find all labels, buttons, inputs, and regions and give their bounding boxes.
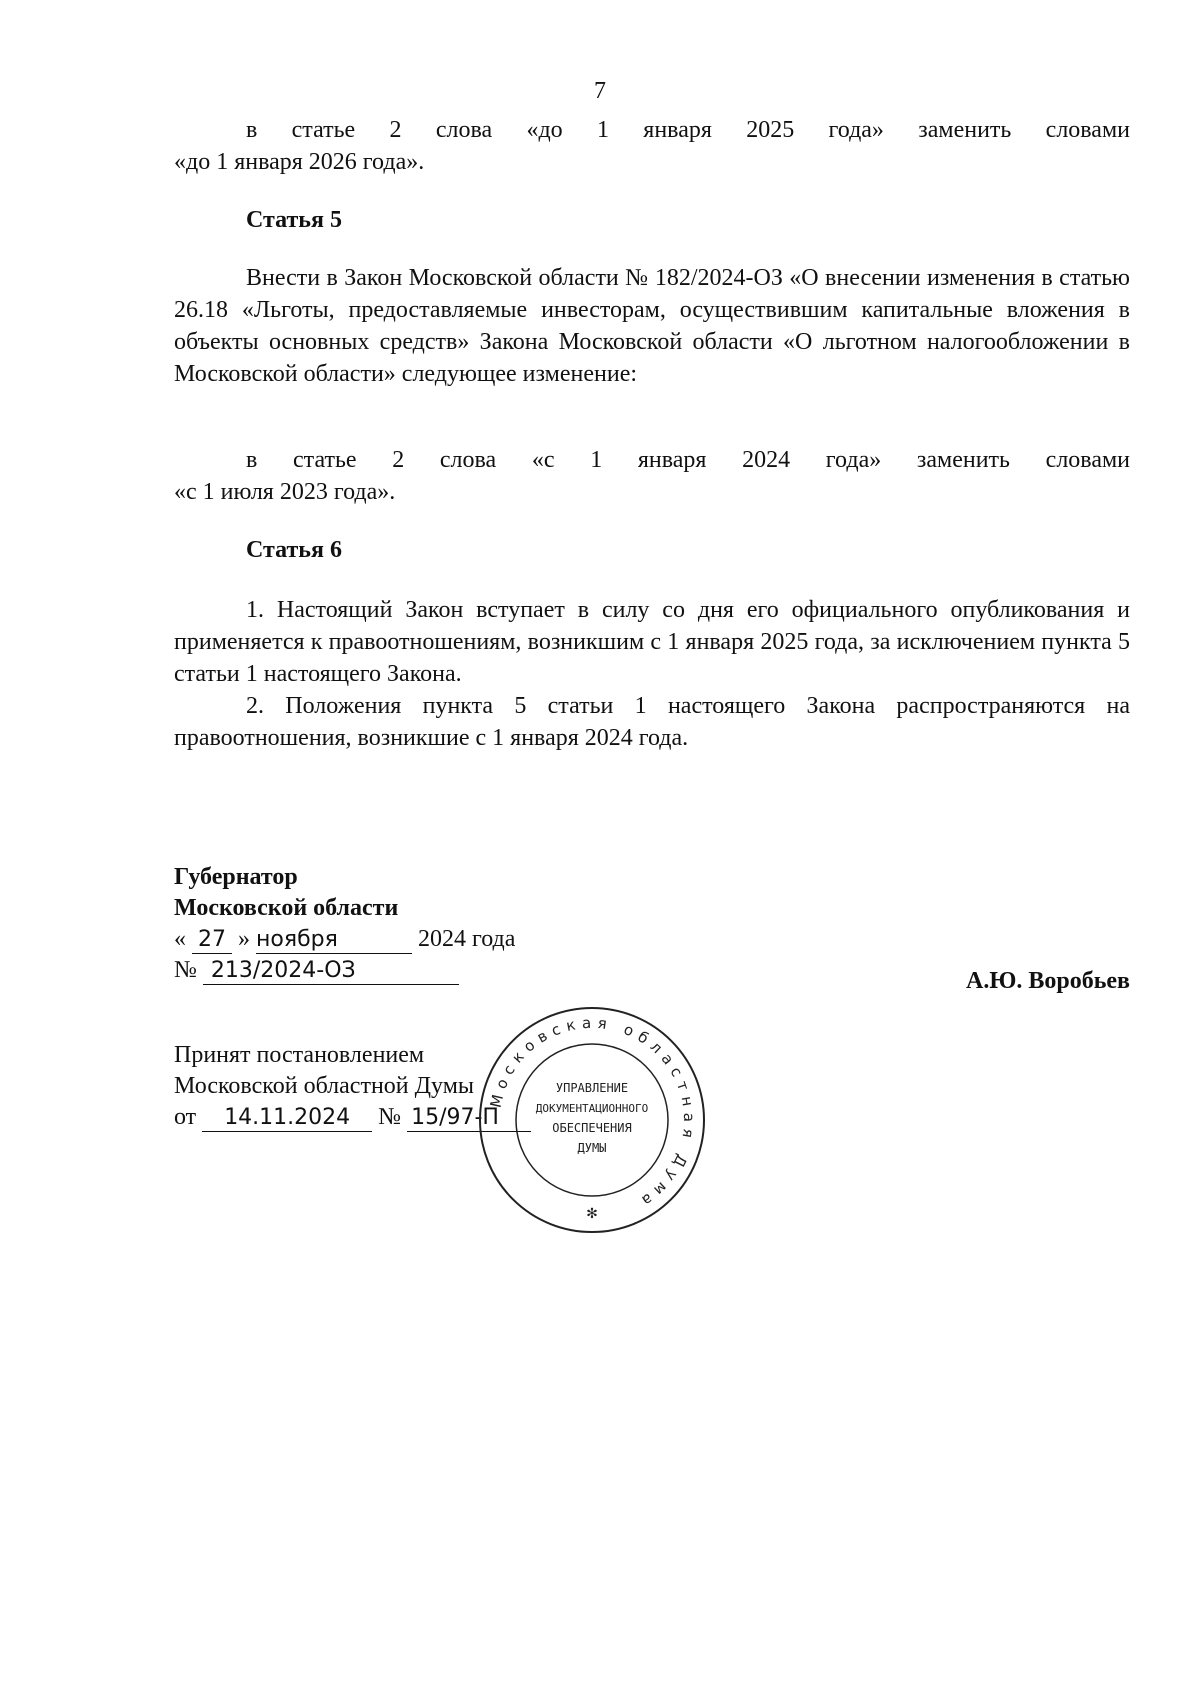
law-number [174, 955, 515, 986]
adoption-line2: Московской областной Думы [174, 1073, 474, 1099]
stamp-center-line2: ДОКУМЕНТАЦИОННОГО [535, 1102, 649, 1115]
paragraph-line: «до 1 января 2026 года». [174, 149, 425, 175]
adoption-from-label: от [174, 1104, 197, 1130]
signature-date [174, 924, 515, 955]
article-5-paragraph-1: Внести в Закон Московской области № 182/2024-ОЗ «О внесении изменения в статью 26.18 «Льготы, предоставляемые инвесторам, осуществившим капитальные вложения в объекты основных средств» Закона Московской области «О льготном налогообложении в Московской области» следующее изменение: [174, 265, 1130, 387]
date-close-quote: » [238, 926, 250, 952]
article-6-body [174, 594, 1130, 754]
date-month: ноября [256, 927, 412, 954]
signer-title-line2: Московской области [174, 895, 399, 921]
stamp-center-line3: ОБЕСПЕЧЕНИЯ [552, 1121, 632, 1135]
article-5 [174, 204, 1130, 236]
law-number-value: 213/2024-ОЗ [203, 958, 459, 985]
signature-block [174, 862, 515, 986]
article-6 [174, 534, 1130, 566]
adoption-number: 15/97-П [407, 1105, 531, 1132]
asterisk-icon: ✻ [586, 1206, 598, 1222]
article-6-heading: Статья 6 [246, 537, 342, 563]
adoption-date: 14.11.2024 [202, 1105, 372, 1132]
date-day: 27 [192, 927, 232, 954]
page-number: 7 [594, 78, 606, 104]
adoption-line1: Принят постановлением [174, 1042, 425, 1068]
adoption-number-label: № [378, 1104, 402, 1130]
signer-title-line1: Губернатор [174, 864, 298, 890]
date-year: 2024 года [418, 926, 516, 952]
article-6-paragraph-1: 1. Настоящий Закон вступает в силу со дня его официального опубликования и применяется к правоотношениям, возникшим с 1 января 2025 года, за исключением пункта 5 статьи 1 настоящего Закона. [174, 597, 1130, 687]
article-5-change [174, 444, 1130, 508]
date-open-quote: « [174, 926, 186, 952]
article-5-heading: Статья 5 [246, 207, 342, 233]
signer-name: А.Ю. Воробьев [965, 968, 1130, 994]
section-continuation [174, 114, 1130, 178]
stamp-center-line1: УПРАВЛЕНИЕ [555, 1081, 629, 1095]
stamp-center-line4: ДУМЫ [577, 1141, 607, 1155]
number-label: № [174, 957, 197, 983]
stamp-ring-text: Московская областная Дума [486, 1013, 699, 1214]
official-stamp [472, 1000, 712, 1240]
article-5-body [174, 262, 1130, 390]
paragraph-line: в статье 2 слова «до 1 января 2025 года» заменить словами [246, 117, 1130, 143]
paragraph-line: в статье 2 слова «с 1 января 2024 года» заменить словами [246, 447, 1130, 473]
article-6-paragraph-2: 2. Положения пункта 5 статьи 1 настоящего Закона распространяются на правоотношения, возникшие с 1 января 2024 года. [174, 693, 1130, 751]
paragraph-line: «с 1 июля 2023 года». [174, 479, 396, 505]
